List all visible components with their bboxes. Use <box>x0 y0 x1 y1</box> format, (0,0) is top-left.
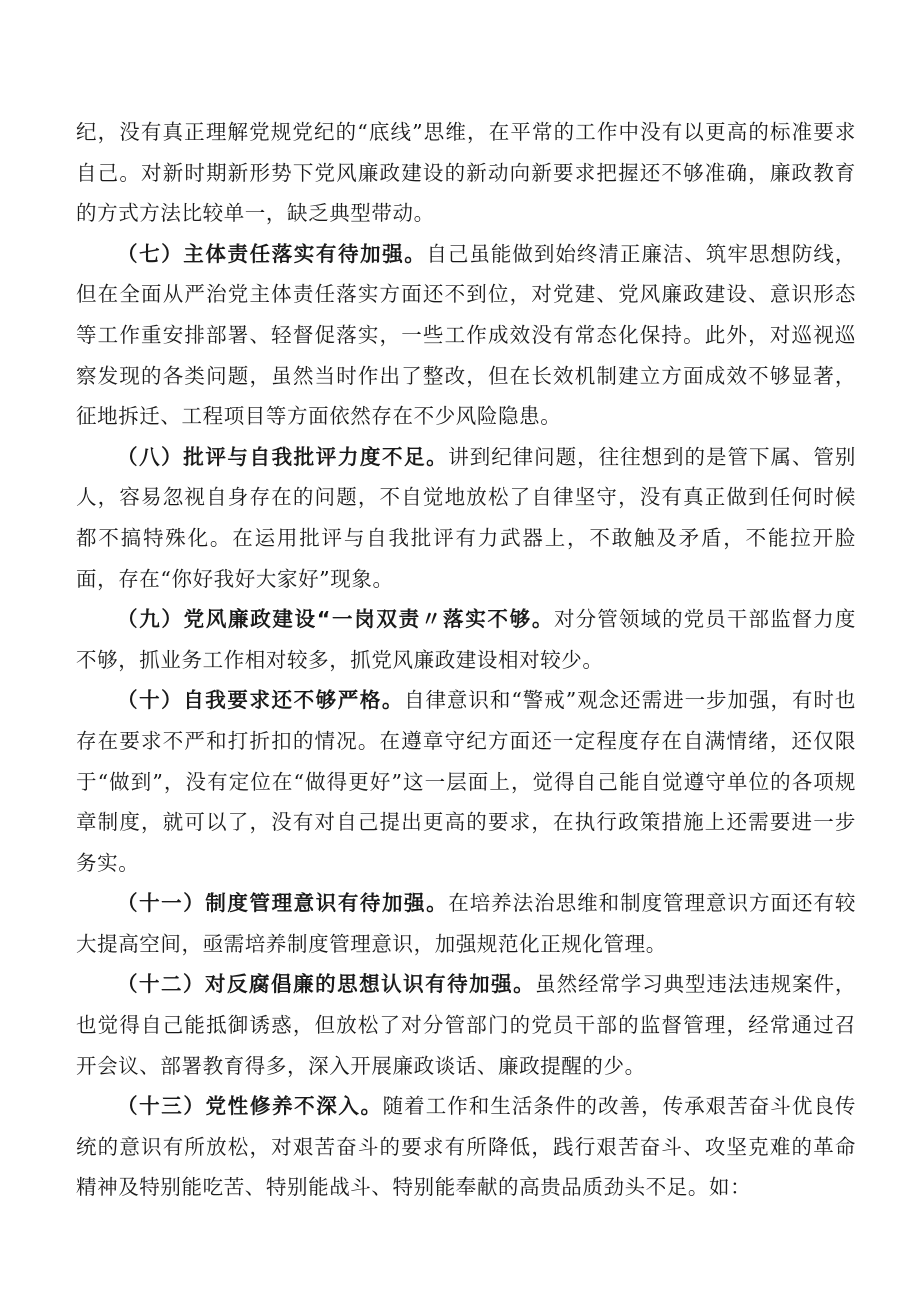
paragraph-heading: （九）党风廉政建设“一岗双责〃落实不够。 <box>117 607 555 632</box>
paragraph-heading: （十三）党性修养不深入。 <box>117 1094 383 1119</box>
document-body <box>76 112 856 1208</box>
paragraph-item-9 <box>76 599 856 680</box>
paragraph-heading: （十二）对反腐倡廉的思想认识有待加强。 <box>117 972 536 997</box>
paragraph-text: 自律意识和“警戒”观念还需进一步加强，有时也存在要求不严和打折扣的情况。在遵章守纪方面还一定程度存在自满情绪，还仅限于“做到”，没有定位在“做得更好”这一层面上，觉得自己能自觉遵守单位的各项规章制度，就可以了，没有对自己提出更高的要求，在执行政策措施上还需要进一步务实。 <box>76 688 856 875</box>
paragraph-item-8 <box>76 437 856 599</box>
paragraph-item-13 <box>76 1086 856 1208</box>
paragraph-heading: （十一）制度管理意识有待加强。 <box>117 891 449 916</box>
paragraph-item-11 <box>76 883 856 964</box>
paragraph-text: 在培养法治思维和制度管理意识方面还有较大提高空间，亟需培养制度管理意识，加强规范化正规化管理。 <box>76 891 857 956</box>
paragraph-continuation <box>76 112 856 234</box>
paragraph-heading: （七）主体责任落实有待加强。 <box>117 241 427 266</box>
paragraph-item-10 <box>76 680 856 883</box>
paragraph-heading: （十）自我要求还不够严格。 <box>117 688 404 713</box>
paragraph-text: 虽然经常学习典型违法违规案件，也觉得自己能抵御诱惑，但放松了对分管部门的党员干部的监督管理，经常通过召开会议、部署教育得多，深入开展廉政谈话、廉政提醒的少。 <box>76 972 856 1078</box>
paragraph-heading: （八）批评与自我批评力度不足。 <box>117 444 449 469</box>
paragraph-text: 讲到纪律问题，往往想到的是管下属、管别人，容易忽视自身存在的问题，不自觉地放松了自律坚守，没有真正做到任何时候都不搞特殊化。在运用批评与自我批评有力武器上，不敢触及矛盾，不能拉开脸面，存在“你好我好大家好”现象。 <box>76 444 857 591</box>
paragraph-text: 自己虽能做到始终清正廉洁、筑牢思想防线，但在全面从严治党主体责任落实方面还不到位，对党建、党风廉政建设、意识形态等工作重安排部署、轻督促落实，一些工作成效没有常态化保持。此外，对巡视巡察发现的各类问题，虽然当时作出了整改，但在长效机制建立方面成效不够显著，征地拆迁、工程项目等方面依然存在不少风险隐患。 <box>76 241 856 429</box>
paragraph-item-7 <box>76 234 856 437</box>
paragraph-item-12 <box>76 964 856 1086</box>
paragraph-text: 随着工作和生活条件的改善，传承艰苦奋斗优良传统的意识有所放松，对艰苦奋斗的要求有所降低，践行艰苦奋斗、攻坚克难的革命精神及特别能吃苦、特别能战斗、特别能奉献的高贵品质劲头不足。如： <box>76 1094 856 1200</box>
paragraph-text: 对分管领域的党员干部监督力度不够，抓业务工作相对较多，抓党风廉政建设相对较少。 <box>76 607 856 672</box>
paragraph-text: 纪，没有真正理解党规党纪的“底线”思维，在平常的工作中没有以更高的标准要求自己。对新时期新形势下党风廉政建设的新动向新要求把握还不够准确，廉政教育的方式方法比较单一，缺乏典型带动。 <box>76 120 856 226</box>
